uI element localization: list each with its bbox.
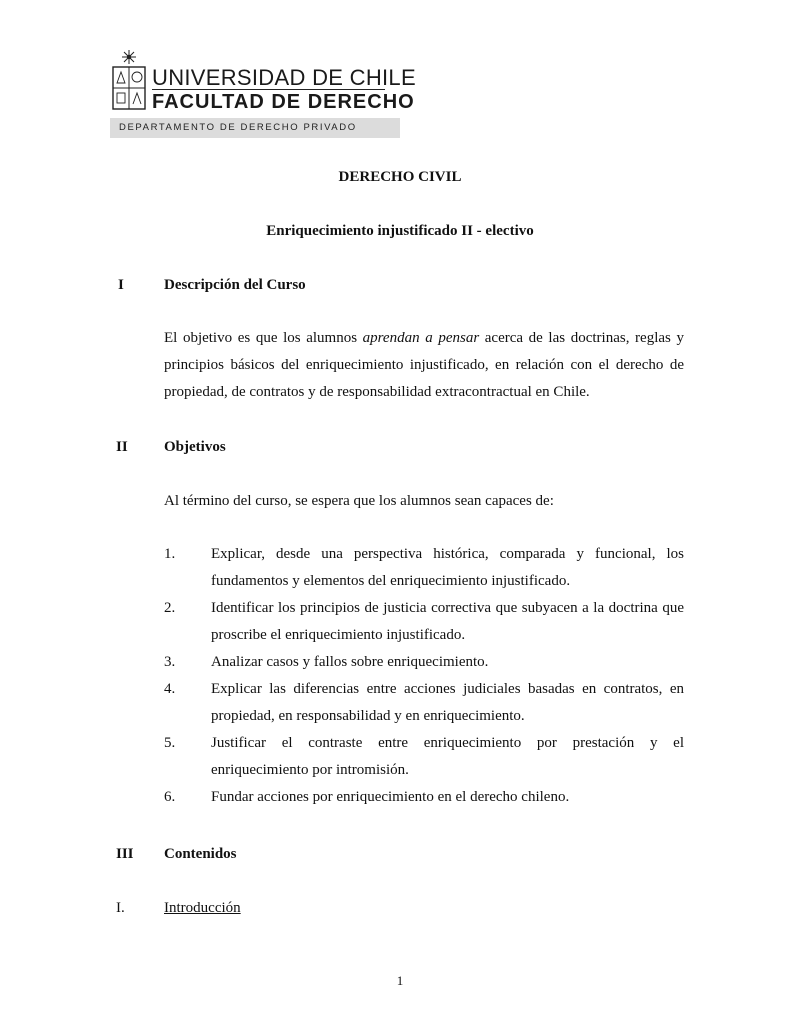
section-1-number: I <box>118 277 124 293</box>
document-subtitle: Enriquecimiento injustificado II - electivo <box>266 223 534 239</box>
document-title: DERECHO CIVIL <box>338 169 462 185</box>
department-bar <box>110 118 400 138</box>
objective-4-text: Explicar las diferencias entre acciones judiciales basadas en contratos, en propiedad, en responsabilidad y en enriquecimiento. <box>211 681 684 724</box>
objective-3-text: Analizar casos y fallos sobre enriquecimiento. <box>211 654 489 670</box>
objective-3-number: 3. <box>164 654 176 670</box>
section-1-paragraph <box>164 325 684 406</box>
objective-6-number: 6. <box>164 789 176 805</box>
section-3-number: III <box>116 846 134 862</box>
section-3-heading: Contenidos <box>164 846 237 862</box>
objective-2-number: 2. <box>164 600 176 616</box>
objective-5-text: Justificar el contraste entre enriquecimiento por prestación y el enriquecimiento por intromisión. <box>211 735 684 778</box>
objective-5-number: 5. <box>164 735 176 751</box>
paragraph-text-start: El objetivo es que los alumnos <box>164 330 363 346</box>
section-1-heading: Descripción del Curso <box>164 277 306 293</box>
paragraph-emphasis: aprendan a pensar <box>362 330 480 346</box>
section-2-heading: Objetivos <box>164 439 226 455</box>
department-name: DEPARTAMENTO DE DERECHO PRIVADO <box>119 122 357 133</box>
subsection-1-number: I. <box>116 900 125 916</box>
section-2-number: II <box>116 439 128 455</box>
objective-1-number: 1. <box>164 546 176 562</box>
letterhead-divider <box>152 89 385 90</box>
faculty-name: FACULTAD DE DERECHO <box>152 91 415 113</box>
objective-1-text: Explicar, desde una perspectiva histórica, comparada y funcional, los fundamentos y elementos del enriquecimiento injustificado. <box>211 546 684 589</box>
objective-4-number: 4. <box>164 681 176 697</box>
university-seal-logo <box>111 48 147 112</box>
university-name: UNIVERSIDAD DE CHILE <box>152 65 416 90</box>
objectives-intro: Al término del curso, se espera que los alumnos sean capaces de: <box>164 493 554 509</box>
paragraph-text-end: acerca de las doctrinas, reglas y principios básicos del enriquecimiento injustificado, en relación con el derecho de propiedad, de contratos y de responsabilidad extracontractual en Chile. <box>164 330 684 400</box>
objective-2-text: Identificar los principios de justicia correctiva que subyacen a la doctrina que proscribe el enriquecimiento injustificado. <box>211 600 684 643</box>
subsection-1-heading: Introducción <box>164 900 241 916</box>
page-number: 1 <box>396 973 404 988</box>
objective-6-text: Fundar acciones por enriquecimiento en el derecho chileno. <box>211 789 570 805</box>
